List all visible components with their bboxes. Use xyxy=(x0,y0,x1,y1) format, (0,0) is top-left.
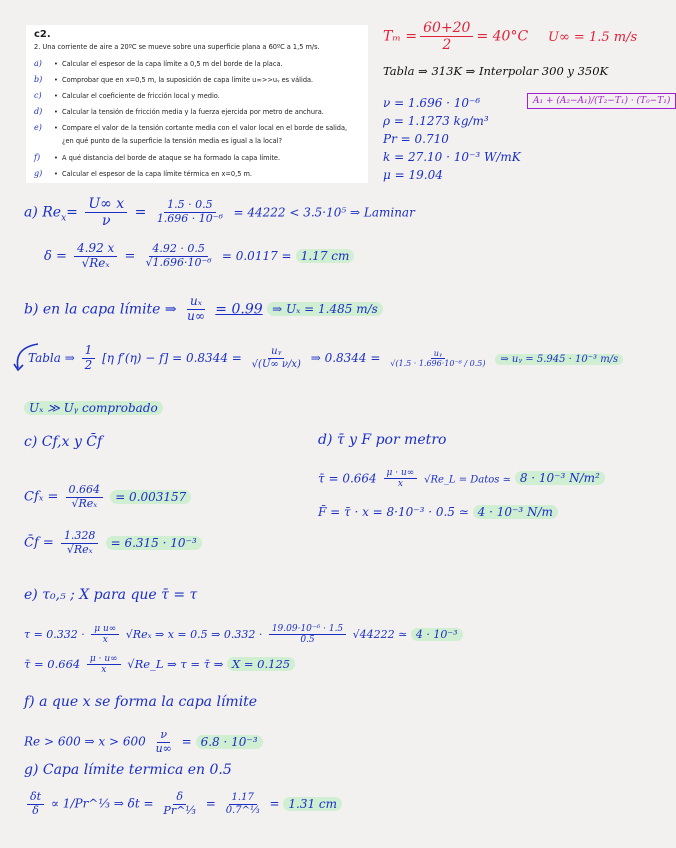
item-a: a) • Calcular el espesor de la capa límite a 0,5 m del borde de la placa. xyxy=(34,59,283,68)
f-result: 6.8 · 10⁻³ xyxy=(196,735,263,749)
problem-code: c2. xyxy=(34,29,51,40)
problem-statement xyxy=(26,25,368,183)
pr-value: Pr = 0.710 xyxy=(383,132,449,146)
f-line: Re > 600 ⇒ x > 600 $\frac{\nu}{u\infty}$ = 6.8 · 10⁻³ xyxy=(24,729,263,755)
item-f: f) • A qué distancia del borde de ataque se ha formado la capa límite. xyxy=(34,153,281,162)
mu-value: μ = 19.04 xyxy=(383,168,443,182)
problem-text: 2. Una corriente de aire a 20ºC se mueve sobre una superficie plana a 60ºC a 1,5 m/s. xyxy=(34,43,320,51)
b-line: b) en la capa límite ⇒ $\frac{\text{uₓ}}{u\infty}$ = 0.99 ⇒ Uₓ = 1.485 m/s xyxy=(24,295,383,324)
item-d: d) • Calcular la tensión de fricción media y la fuerza ejercida por metro de anchura. xyxy=(34,107,324,116)
item-e: e) • Compare el valor de la tensión cortante media con el valor local en el borde de salida, xyxy=(34,123,348,132)
delta-line: δ = $\frac{4.92 x}{\text{√Reₓ}}$ = $\frac{4.92 \cdot 0.5}{\text{√1.696·10⁻⁶}}$ = 0.0117 = 1.17 cm xyxy=(44,242,354,271)
tabla-line: Tabla ⇒ 313K ⇒ Interpolar 300 y 350K xyxy=(383,64,609,78)
item-e-cont: ¿en qué punto de la superficie la tensión media es igual a la local? xyxy=(62,137,282,145)
g-title: g) Capa límite termica en 0.5 xyxy=(24,762,232,778)
f-title: f) a que x se forma la capa límite xyxy=(24,694,258,710)
tabla-uy-line: Tabla ⇒ $\frac{1}{2}$ [η f′(η) − f] = 0.8344 = $\frac{\text{uᵧ}}{√(U\infty \nu/x)}$ ⇒ 0.8344 = $\frac{\text{uᵧ}}{\text{√(1.5 · 1.696·10⁻⁶ / 0.5)}}$ ⇒ uᵧ = 5.945 · 10⁻³ m/s xyxy=(28,344,623,373)
item-b: b) • Comprobar que en x=0,5 m, la suposición de capa límite u∞>>uᵧ es válida. xyxy=(34,75,314,84)
uinf-value: U∞ = 1.5 m/s xyxy=(548,30,638,45)
e-title: e) τ₀,₅ ; X para que τ̄ = τ xyxy=(24,587,198,603)
force-result: 4 · 10⁻³ N/m xyxy=(473,505,558,519)
cf-result: = 6.315 · 10⁻³ xyxy=(106,536,202,550)
cfx-result: = 0.003157 xyxy=(110,490,191,504)
k-value: k = 27.10 · 10⁻³ W/mK xyxy=(383,150,521,164)
tau-equal-line: τ̄ = 0.664 $\frac{\mu \cdot u\infty}{x}$ √Re_L ⇒ τ = τ̄ ⇒ X = 0.125 xyxy=(24,654,295,676)
tau-local-result: 4 · 10⁻³ xyxy=(411,628,463,641)
d-title: d) τ̄ y F por metro xyxy=(318,432,447,448)
b-conclusion: Uₓ ≫ Uᵧ comprobado xyxy=(24,401,163,415)
c-title: c) Cf,x y C̄f xyxy=(24,434,103,450)
reynolds-line: a) $Re_x=$ $\frac{U\infty x}{\nu}$ = $\frac{1.5 \cdot 0.5}{\text{1.696 · 10⁻⁶}}$ = 44222 < 3.5·10⁵ ⇒ Laminar xyxy=(24,196,415,230)
force-line: F̄ = τ̄ · x = 8·10⁻³ · 0.5 ≃ 4 · 10⁻³ N/m xyxy=(318,505,558,519)
g-line: $\frac{\delta t}{\delta}$ ∝ 1/Pr^⅓ ⇒ δt = $\frac{\delta}{\text{Pr\textasciicircum{}⅓}}$ = $\frac{1.17}{\text{0.7\textasciicircum{}⅓}}$ = 1.31 cm xyxy=(24,791,342,817)
ux-result: ⇒ Uₓ = 1.485 m/s xyxy=(267,302,383,316)
g-result: 1.31 cm xyxy=(283,797,342,811)
cfx-line: Cfₓ = $\frac{0.664}{\text{√Reₓ}}$ = 0.003157 xyxy=(24,484,191,510)
nu-value: ν = 1.696 · 10⁻⁶ xyxy=(383,96,481,110)
rho-value: ρ = 1.1273 kg/m³ xyxy=(383,114,489,128)
delta-result: 1.17 cm xyxy=(296,249,355,263)
cf-line: C̄f = $\frac{1.328}{\text{√Reₓ}}$ = 6.315 · 10⁻³ xyxy=(24,530,202,556)
x-equal-result: X = 0.125 xyxy=(227,657,295,671)
tau-mean-result: 8 · 10⁻³ N/m² xyxy=(515,471,605,485)
item-c: c) • Calcular el coeficiente de fricción local y medio. xyxy=(34,91,220,100)
tau-mean-line: τ̄ = 0.664 $\frac{\mu \cdot u\infty}{x}$ √Re_L = Datos ≃ 8 · 10⁻³ N/m² xyxy=(318,468,605,490)
item-g: g) • Calcular el espesor de la capa límite térmica en x=0,5 m. xyxy=(34,169,253,178)
interpolation-formula-box: A₁ + (A₂−A₁)/(T₂−T₁) · (T₀−T₁) xyxy=(527,93,676,109)
tm-equation: Tₘ = $\frac{60+20}{2}$ = 40°C xyxy=(383,20,529,54)
tau-local-line: τ = 0.332 · $\frac{\text{μ u∞}}{x}$ √Reₓ ⇒ x = 0.5 ⇒ 0.332 · $\frac{\text{19.09·10⁻⁶ · 1.5}}{0.5}$ √44222 ≃ 4 · 10⁻³ xyxy=(24,624,463,646)
uy-result: ⇒ uᵧ = 5.945 · 10⁻³ m/s xyxy=(495,354,623,365)
